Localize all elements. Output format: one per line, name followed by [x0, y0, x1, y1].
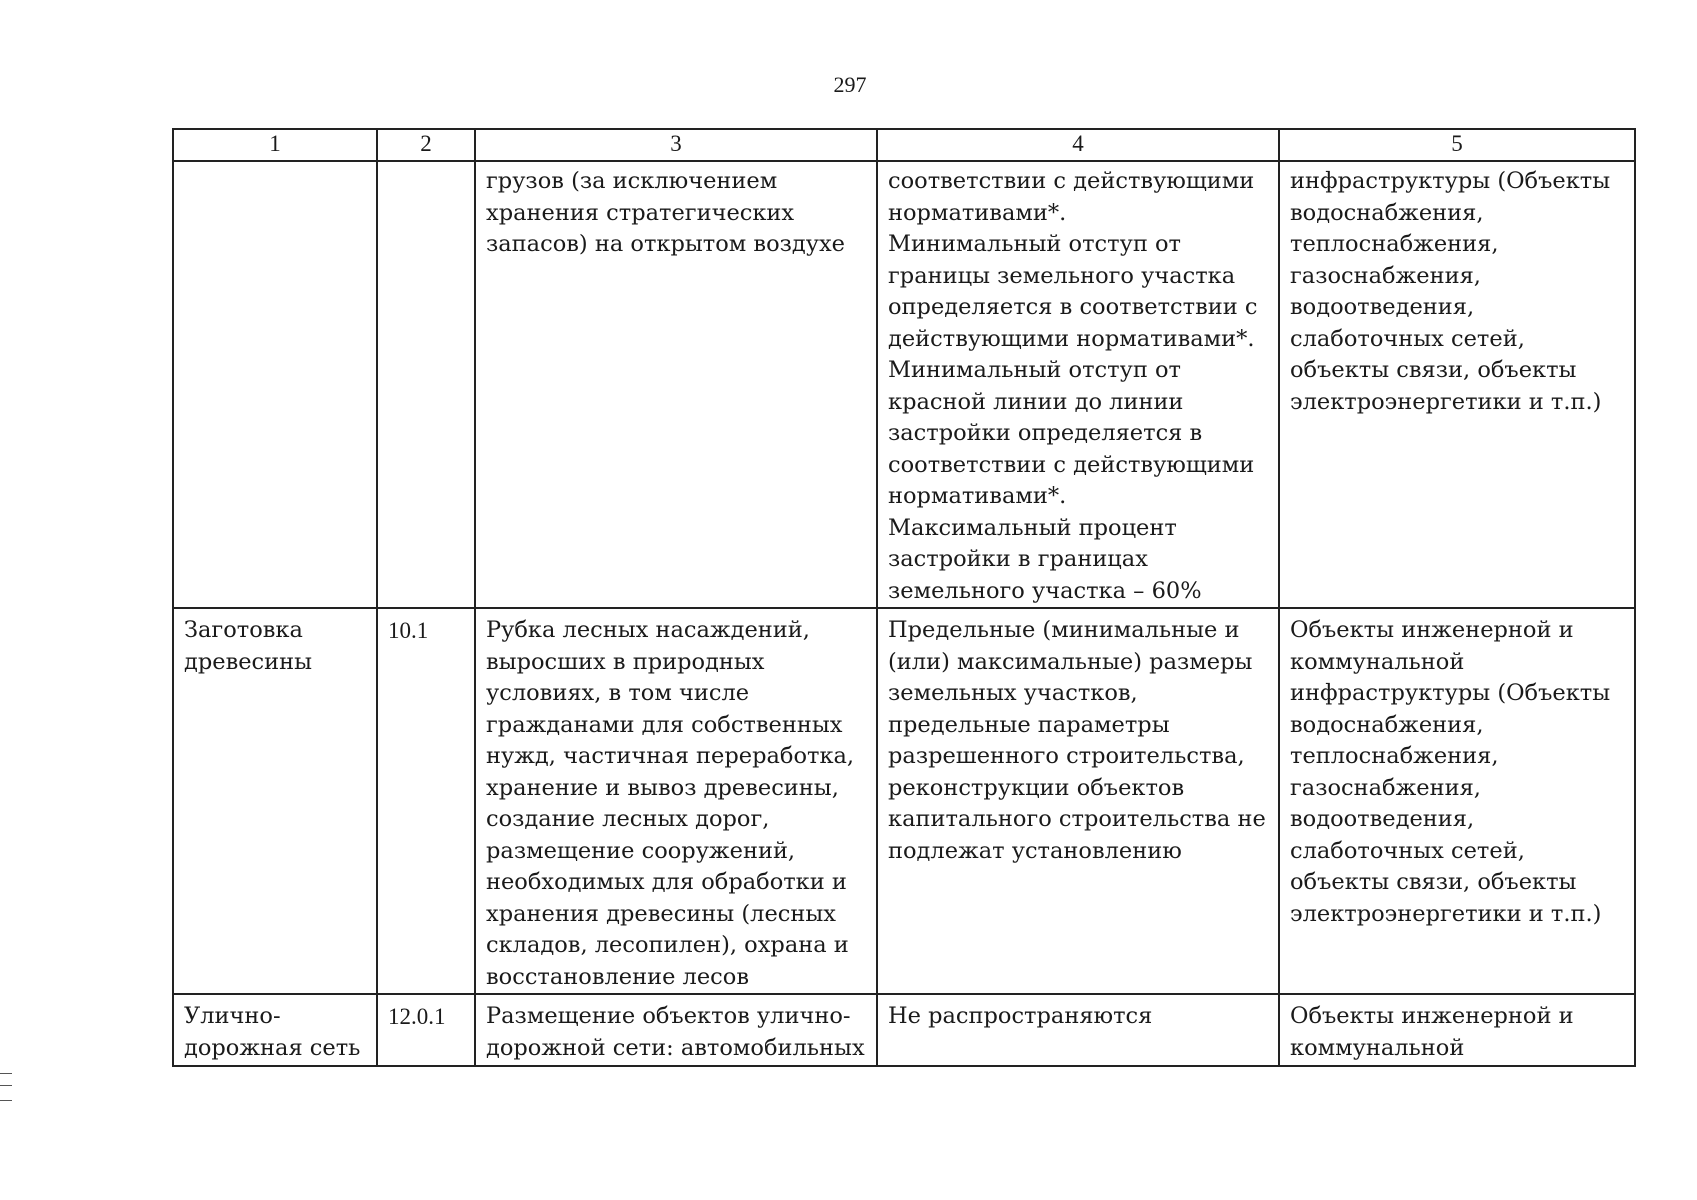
column-header-5: 5	[1279, 129, 1635, 161]
table-row	[173, 161, 1635, 608]
column-header-1: 1	[173, 129, 377, 161]
auxiliary-uses-cell: инфраструктуры (Объекты водоснабжения, теплоснабжения, газоснабжения, водоотведения, слаботочных сетей, объекты связи, объекты электроэнергетики и т.п.)	[1279, 161, 1635, 608]
auxiliary-uses-cell: Объекты инженерной и коммунальной инфраструктуры (Объекты водоснабжения, теплоснабжения, газоснабжения, водоотведения, слаботочных сетей, объекты связи, объекты электроэнергетики и т.п.)	[1279, 608, 1635, 994]
auxiliary-uses-cell: Объекты инженерной и коммунальной	[1279, 994, 1635, 1066]
land-use-name-cell: Заготовка древесины	[173, 608, 377, 994]
column-header-4: 4	[877, 129, 1279, 161]
land-use-code-cell: 10.1	[377, 608, 475, 994]
column-header-3: 3	[475, 129, 877, 161]
page-number: 297	[833, 72, 867, 97]
limit-parameters-cell: Не распространяются	[877, 994, 1279, 1066]
land-use-description-cell: Рубка лесных насаждений, выросших в природных условиях, в том числе гражданами для собственных нужд, частичная переработка, хранение и вывоз древесины, создание лесных дорог, размещение сооружений, необходимых для обработки и хранения древесины (лесных складов, лесопилен), охрана и восстановление лесов	[475, 608, 877, 994]
land-use-name-cell: Улично- дорожная сеть	[173, 994, 377, 1066]
land-use-description-cell: грузов (за исключением хранения стратегических запасов) на открытом воздухе	[475, 161, 877, 608]
land-use-code-cell	[377, 161, 475, 608]
table-row	[173, 994, 1635, 1066]
scan-margin-mark	[0, 1073, 12, 1101]
table-header-row	[173, 129, 1635, 161]
land-use-code-cell: 12.0.1	[377, 994, 475, 1066]
regulations-table	[172, 128, 1636, 1067]
land-use-name-cell	[173, 161, 377, 608]
limit-parameters-cell: Предельные (минимальные и (или) максимальные) размеры земельных участков, предельные параметры разрешенного строительства, реконструкции объектов капитального строительства не подлежат установлению	[877, 608, 1279, 994]
table-row	[173, 608, 1635, 994]
column-header-2: 2	[377, 129, 475, 161]
land-use-description-cell: Размещение объектов улично- дорожной сети: автомобильных	[475, 994, 877, 1066]
limit-parameters-cell: соответствии с действующими нормативами*. Минимальный отступ от границы земельного участка определяется в соответствии с действующими нормативами*. Минимальный отступ от красной линии до линии застройки определяется в соответствии с действующими нормативами*. Максимальный процент застройки в границах земельного участка – 60%	[877, 161, 1279, 608]
